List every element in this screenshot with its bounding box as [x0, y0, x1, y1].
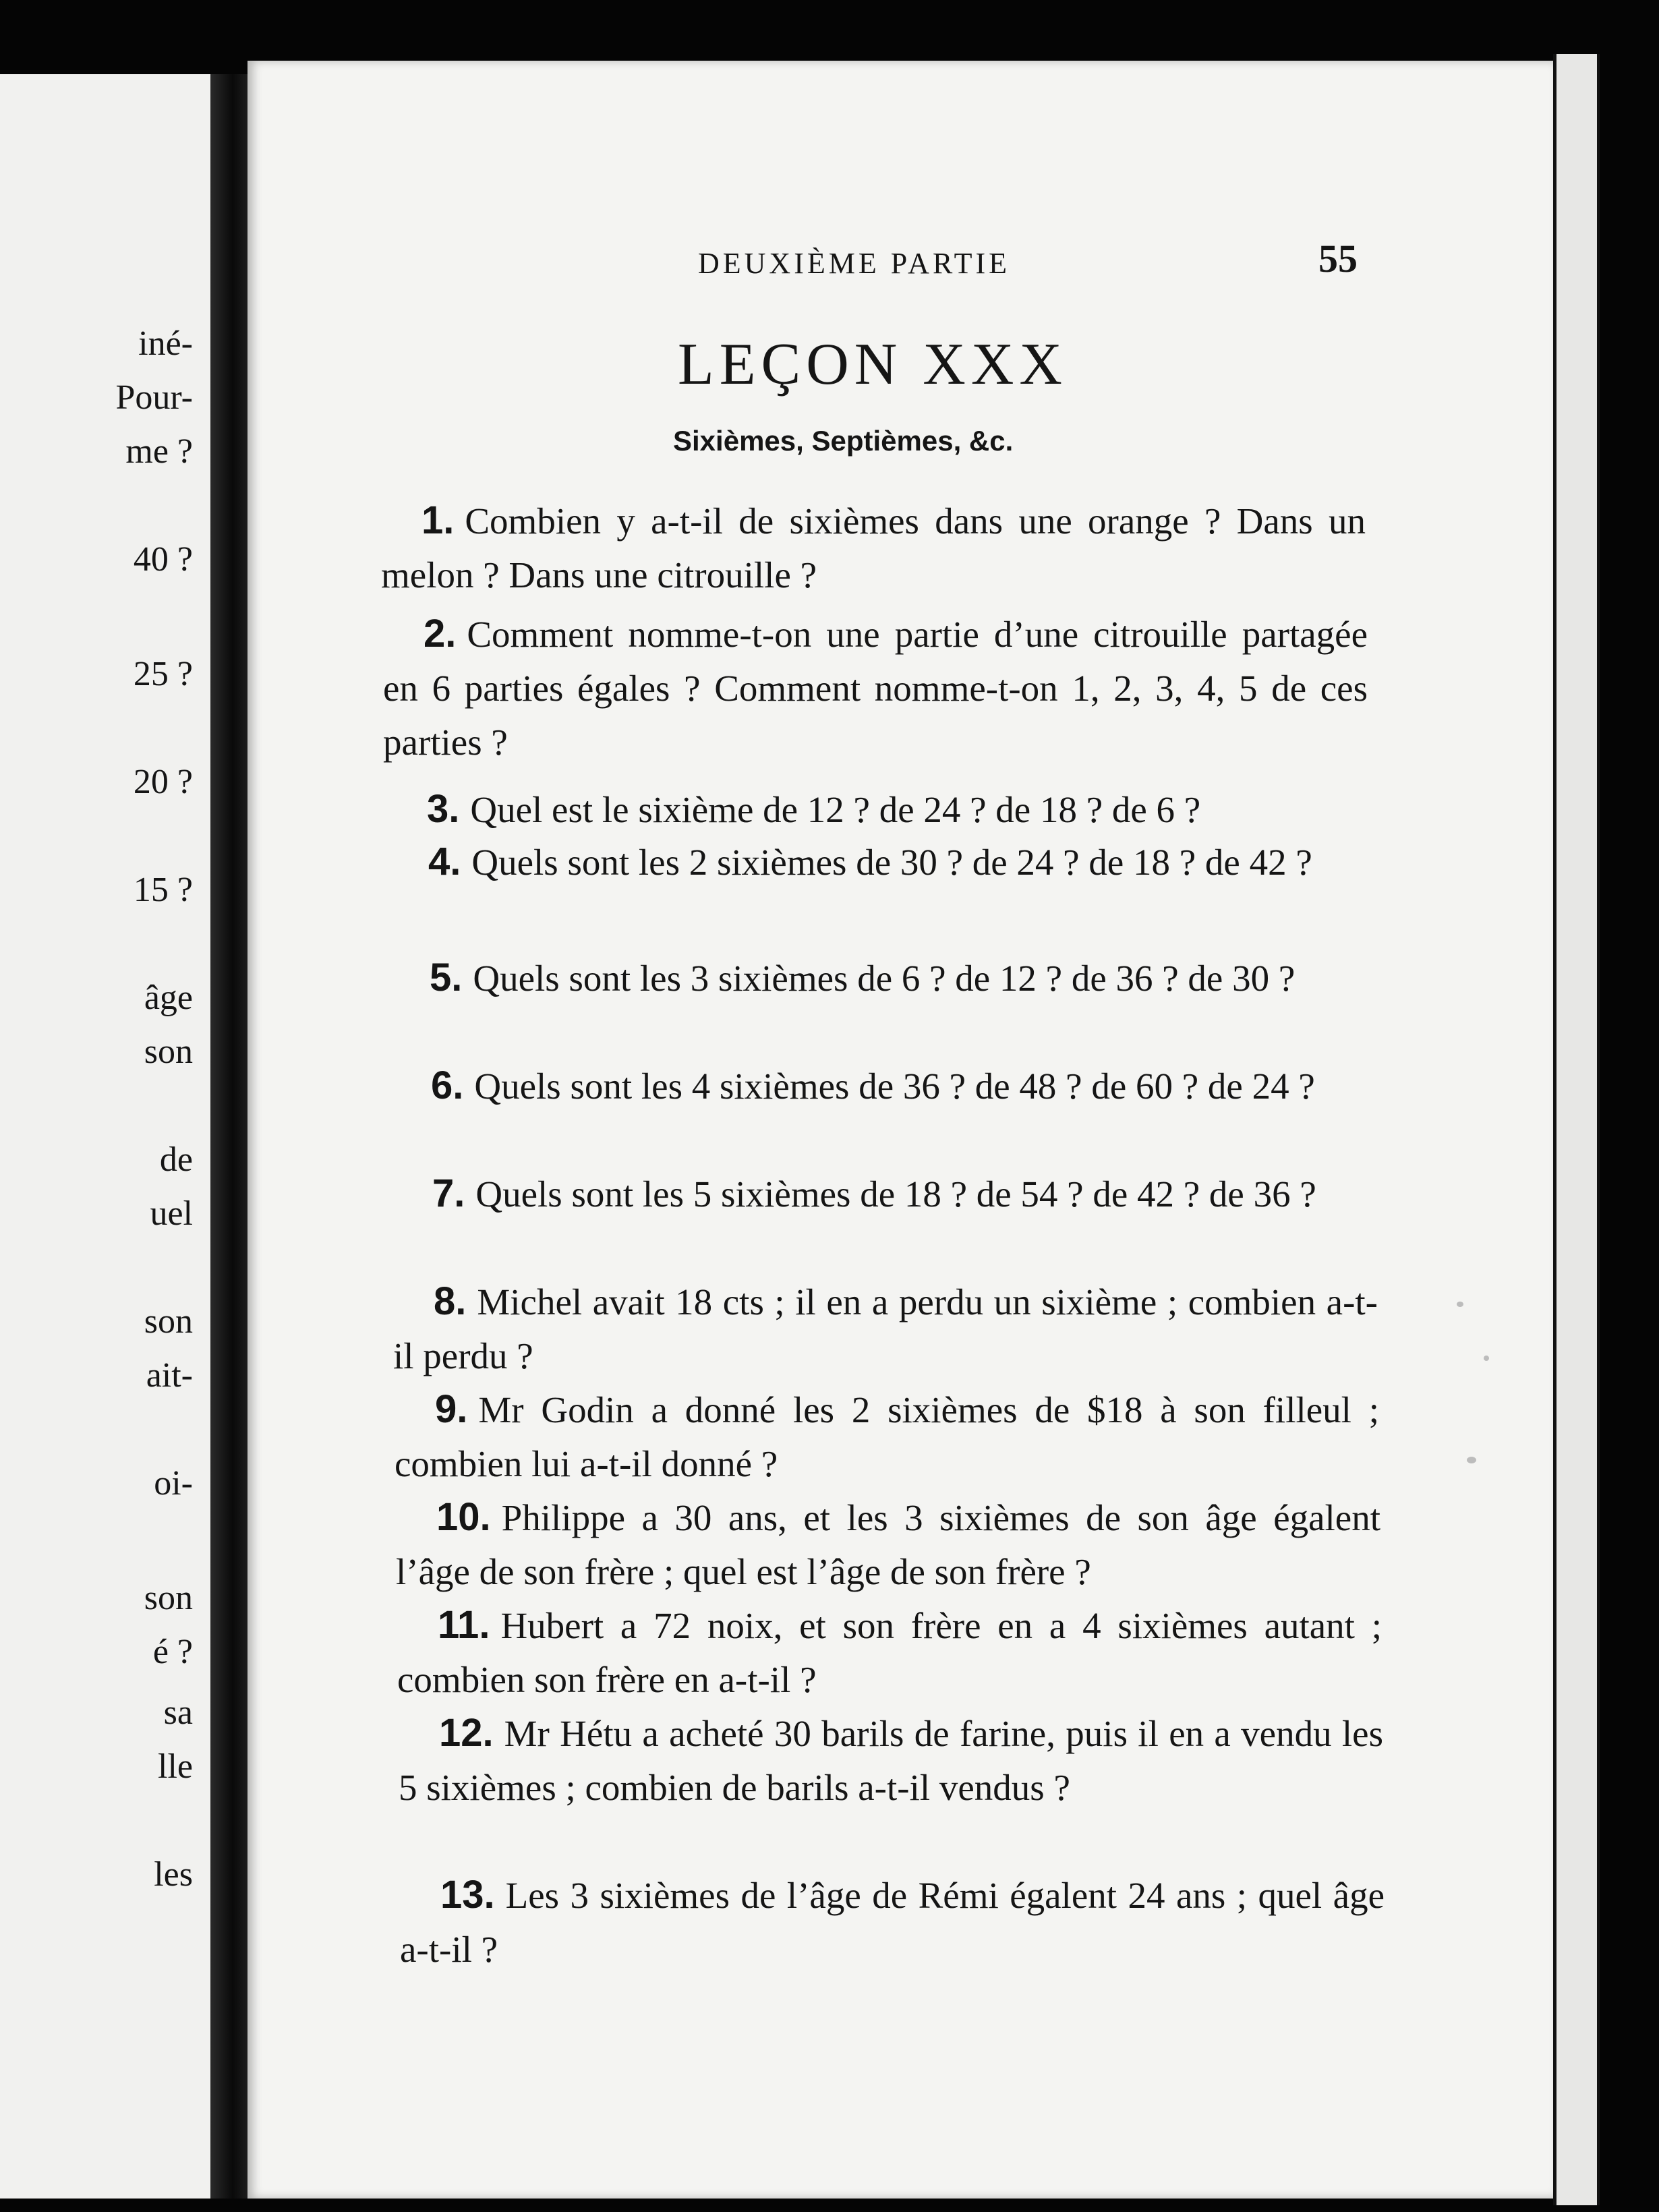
left-page-fragment: me ?: [125, 432, 193, 471]
left-page-fragment: son: [144, 1579, 193, 1617]
left-page-fragment: 15 ?: [133, 871, 193, 909]
question-item: [400, 1868, 1385, 1977]
left-page-fragment: 40 ?: [133, 540, 193, 579]
question-number: 6.: [431, 1064, 464, 1107]
question-text: Les 3 sixièmes de l’âge de Rémi égalent 24 ans ; quel âge a-t-il ?: [400, 1875, 1385, 1970]
question-item: [397, 1598, 1382, 1707]
question-text: Quel est le sixième de 12 ? de 24 ? de 18 ? de 6 ?: [470, 789, 1201, 830]
left-page-fragment: 25 ?: [133, 655, 193, 693]
question-number: 7.: [432, 1171, 465, 1215]
question-item: [393, 1275, 1378, 1383]
left-page-fragment: son: [144, 1032, 193, 1071]
question-item: [399, 1706, 1383, 1815]
question-text: Quels sont les 3 sixièmes de 6 ? de 12 ? de 36 ? de 30 ?: [473, 958, 1296, 999]
lesson-subtitle: Sixièmes, Septièmes, &c.: [673, 425, 1014, 457]
question-text: Quels sont les 4 sixièmes de 36 ? de 48 ? de 60 ? de 24 ?: [474, 1066, 1315, 1107]
question-item: [386, 782, 1371, 837]
left-page-fragment: âge: [144, 979, 193, 1017]
question-item: [395, 1382, 1379, 1491]
page-edge: [1553, 54, 1600, 2205]
question-text: Quels sont les 2 sixièmes de 30 ? de 24 ? de 18 ? de 42 ?: [471, 842, 1312, 883]
page-number: 55: [1318, 237, 1358, 281]
running-head: DEUXIÈME PARTIE: [698, 247, 1011, 280]
question-number: 10.: [436, 1495, 491, 1539]
question-text: Philippe a 30 ans, et les 3 sixièmes de son âge égalent l’âge de son frère ; quel est l’âge de son frère ?: [396, 1497, 1380, 1592]
question-item: [381, 494, 1366, 602]
left-page-fragment: ait-: [146, 1356, 193, 1395]
question-text: Quels sont les 5 sixièmes de 18 ? de 54 ? de 42 ? de 36 ?: [475, 1173, 1316, 1215]
print-speck: [1467, 1457, 1476, 1463]
question-text: Combien y a-t-il de sixièmes dans une orange ? Dans un melon ? Dans une citrouille ?: [381, 500, 1366, 595]
left-page-fragment: lle: [158, 1747, 193, 1786]
question-item: [388, 835, 1372, 890]
left-page-fragment: uel: [150, 1194, 193, 1233]
left-page-fragment: oi-: [154, 1464, 193, 1503]
question-item: [396, 1490, 1380, 1599]
left-page: [0, 74, 210, 2199]
book-gutter: [210, 74, 248, 2199]
left-page-fragment: son: [144, 1302, 193, 1341]
left-page-fragment: les: [154, 1855, 193, 1894]
left-page-fragment: sa: [163, 1693, 193, 1732]
question-number: 8.: [434, 1279, 467, 1323]
question-number: 5.: [430, 956, 463, 999]
question-number: 13.: [440, 1873, 495, 1917]
question-number: 4.: [428, 840, 461, 883]
question-number: 11.: [438, 1603, 490, 1647]
question-text: Comment nomme-t-on une partie d’une citrouille partagée en 6 parties égales ? Comment nomme-t-on 1, 2, 3, 4, 5 de ces parties ?: [383, 614, 1368, 763]
question-item: [389, 951, 1374, 1006]
question-number: 12.: [439, 1711, 494, 1755]
left-page-fragment: Pour-: [115, 378, 193, 417]
question-text: Mr Hétu a acheté 30 barils de farine, puis il en a vendu les 5 sixièmes ; combien de barils a-t-il vendus ?: [399, 1713, 1383, 1808]
left-page-fragment: é ?: [152, 1633, 193, 1671]
left-page-fragment: iné-: [138, 324, 193, 363]
lesson-title: LEÇON XXX: [678, 332, 1068, 397]
question-number: 3.: [427, 787, 460, 831]
left-page-fragment: de: [159, 1140, 193, 1179]
question-text: Michel avait 18 cts ; il en a perdu un sixième ; combien a-t-il perdu ?: [393, 1281, 1378, 1376]
question-text: Hubert a 72 noix, et son frère en a 4 sixièmes autant ; combien son frère en a-t-il ?: [397, 1605, 1382, 1700]
question-item: [392, 1167, 1376, 1221]
print-speck: [1457, 1302, 1463, 1307]
print-speck: [1484, 1356, 1489, 1361]
question-number: 1.: [421, 498, 455, 542]
question-text: Mr Godin a donné les 2 sixièmes de $18 à son filleul ; combien lui a-t-il donné ?: [395, 1389, 1379, 1484]
left-page-fragment: 20 ?: [133, 763, 193, 801]
question-item: [390, 1059, 1375, 1113]
question-number: 9.: [435, 1387, 468, 1431]
question-number: 2.: [424, 612, 457, 656]
question-item: [383, 607, 1368, 769]
